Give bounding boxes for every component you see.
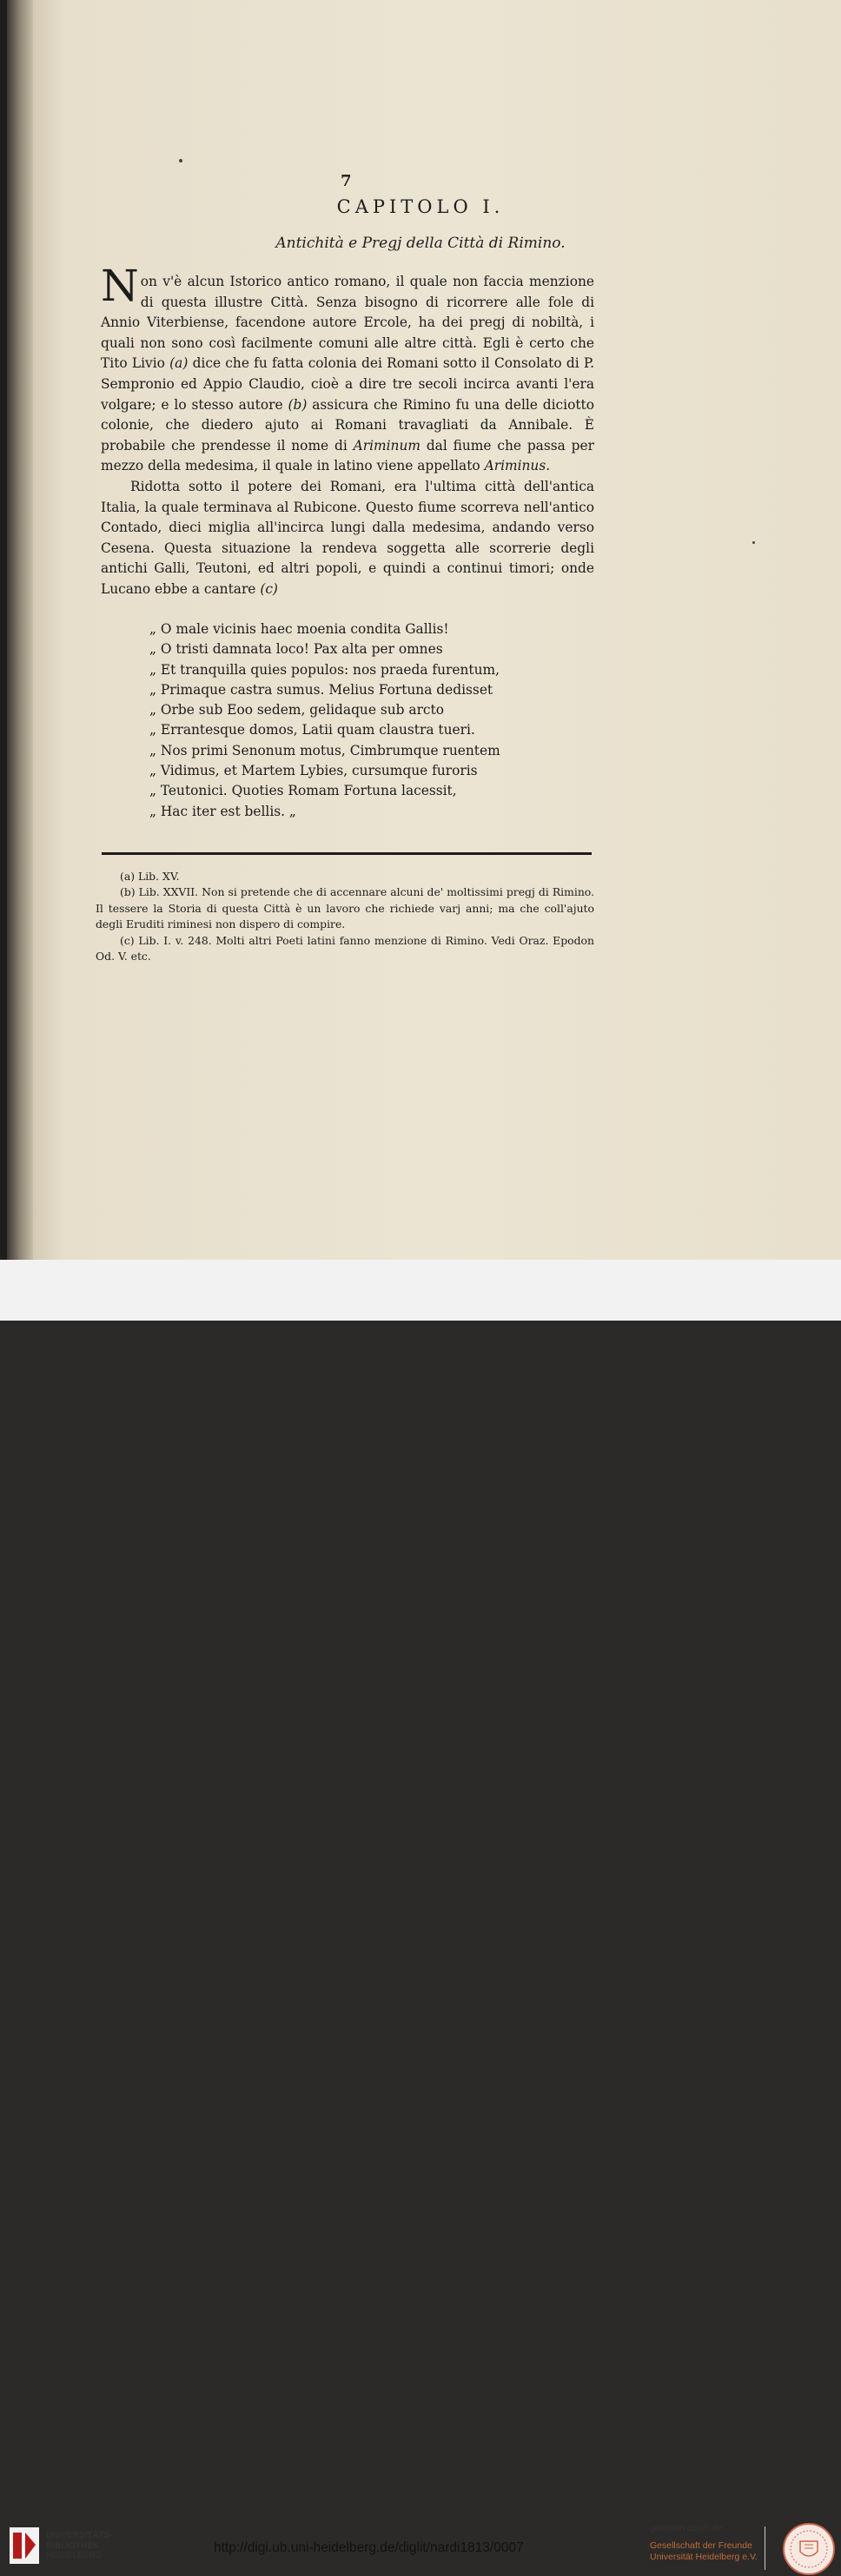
page-number: 7 bbox=[341, 172, 352, 190]
footnote-b: (b) Lib. XXVII. Non si pretende che di accennare alcuni de' moltissimi pregj di Rimino. Il tessere la Storia di questa Città è un lavoro che richiede varj anni; ma che coll'ajuto degli Eruditi riminesi non dispero di compire. bbox=[96, 885, 594, 931]
footnotes bbox=[96, 869, 594, 964]
main-text bbox=[101, 261, 595, 600]
verse-line: „ Teutonici. Quoties Romam Fortuna lacessit, bbox=[149, 783, 457, 799]
verse-line: „ O male vicinis haec moenia condita Gallis! bbox=[149, 621, 449, 637]
university-seal-icon bbox=[782, 2522, 836, 2576]
ub-heidelberg-logo-icon[interactable] bbox=[10, 2527, 39, 2564]
word-ariminum: Ariminum bbox=[353, 437, 420, 454]
library-name: UNIVERSITÄTS- BIBLIOTHEK HEIDELBERG bbox=[46, 2531, 113, 2560]
word-ariminus: Ariminus. bbox=[484, 458, 551, 474]
verse-line: „ Et tranquilla quies populos: nos praeda furentum, bbox=[149, 661, 500, 678]
footnote-rule bbox=[102, 852, 592, 855]
paper-speck bbox=[752, 541, 755, 544]
verse-block bbox=[149, 619, 500, 822]
verse-line: „ Nos primi Senonum motus, Cimbrumque ruentem bbox=[149, 742, 500, 758]
permalink-url[interactable]: http://digi.ub.uni-heidelberg.de/diglit/nardi1813/0007 bbox=[214, 2540, 524, 2555]
scan-area bbox=[0, 0, 841, 1260]
paragraph-2: Ridotta sotto il potere dei Romani, era l'ultima città dell'antica Italia, la quale terminava al Rubicone. Questo fiume scorreva nell'antico Contado, dieci miglia all'incirca lungi dalla medesima, andando verso Cesena. Questa situazione la rendeva soggetta alle scorrerie degli antichi Galli, Teutoni, ed altri popoli, e quindi a continui timori; onde Lucano ebbe a cantare (c) bbox=[101, 478, 594, 597]
verse-line: „ Primaque castra sumus. Melius Fortuna dedisset bbox=[149, 681, 493, 698]
verse-line: „ Errantesque domos, Latii quam claustra tueri. bbox=[149, 722, 475, 738]
note-ref-b: (b) bbox=[288, 396, 308, 413]
verse-line: „ Vidimus, et Martem Lybies, cursumque furoris bbox=[149, 763, 478, 779]
note-ref-c: (c) bbox=[260, 580, 278, 597]
verse-line: „ Orbe sub Eoo sedem, gelidaque sub arcto bbox=[149, 702, 445, 718]
chapter-subtitle: Antichità e Pregj della Città di Rimino. bbox=[275, 235, 566, 252]
footnote-a: (a) Lib. XV. bbox=[120, 870, 180, 883]
chapter-heading: CAPITOLO I. bbox=[336, 196, 505, 217]
note-ref-a: (a) bbox=[169, 355, 189, 372]
viewer-footer bbox=[0, 1260, 841, 2562]
footnote-c: (c) Lib. I. v. 248. Molti altri Poeti latini fanno menzione di Rimino. Vedi Oraz. Epodon Od. V. etc. bbox=[96, 933, 594, 964]
sponsor-name[interactable]: Gesellschaft der Freunde Universität Heidelberg e.V. bbox=[650, 2540, 758, 2562]
sponsor-label: gefördert durch die bbox=[650, 2524, 723, 2533]
verse-line: „ O tristi damnata loco! Pax alta per omnes bbox=[149, 641, 443, 658]
drop-cap: N bbox=[101, 261, 139, 311]
paragraph-1: Non v'è alcun Istorico antico romano, il quale non faccia menzione di questa illustre Città. Senza bisogno di ricorrere alle fole di Annio Viterbiense, facendone autore Ercole, ha dei pregj di nobiltà, i quali non sono così facilmente comuni alle altre città. Egli è certo che Tito Livio (a) dice che fu fatta colonia dei Romani sotto il Consolato di P. Sempronio ed Appio Claudio, cioè a dire tre secoli incirca avanti l'era volgare; e lo stesso autore (b) assicura che Rimino fu una delle diciotto colonie, che diedero ajuto ai Romani travagliati da Annibale. È probabile che prendesse il nome di Ariminum dal fiume che passa per mezzo della medesima, il quale in latino viene appellato Ariminus. bbox=[101, 261, 595, 474]
paper-speck bbox=[179, 159, 182, 162]
verse-line: „ Hac iter est bellis. „ bbox=[149, 803, 296, 819]
